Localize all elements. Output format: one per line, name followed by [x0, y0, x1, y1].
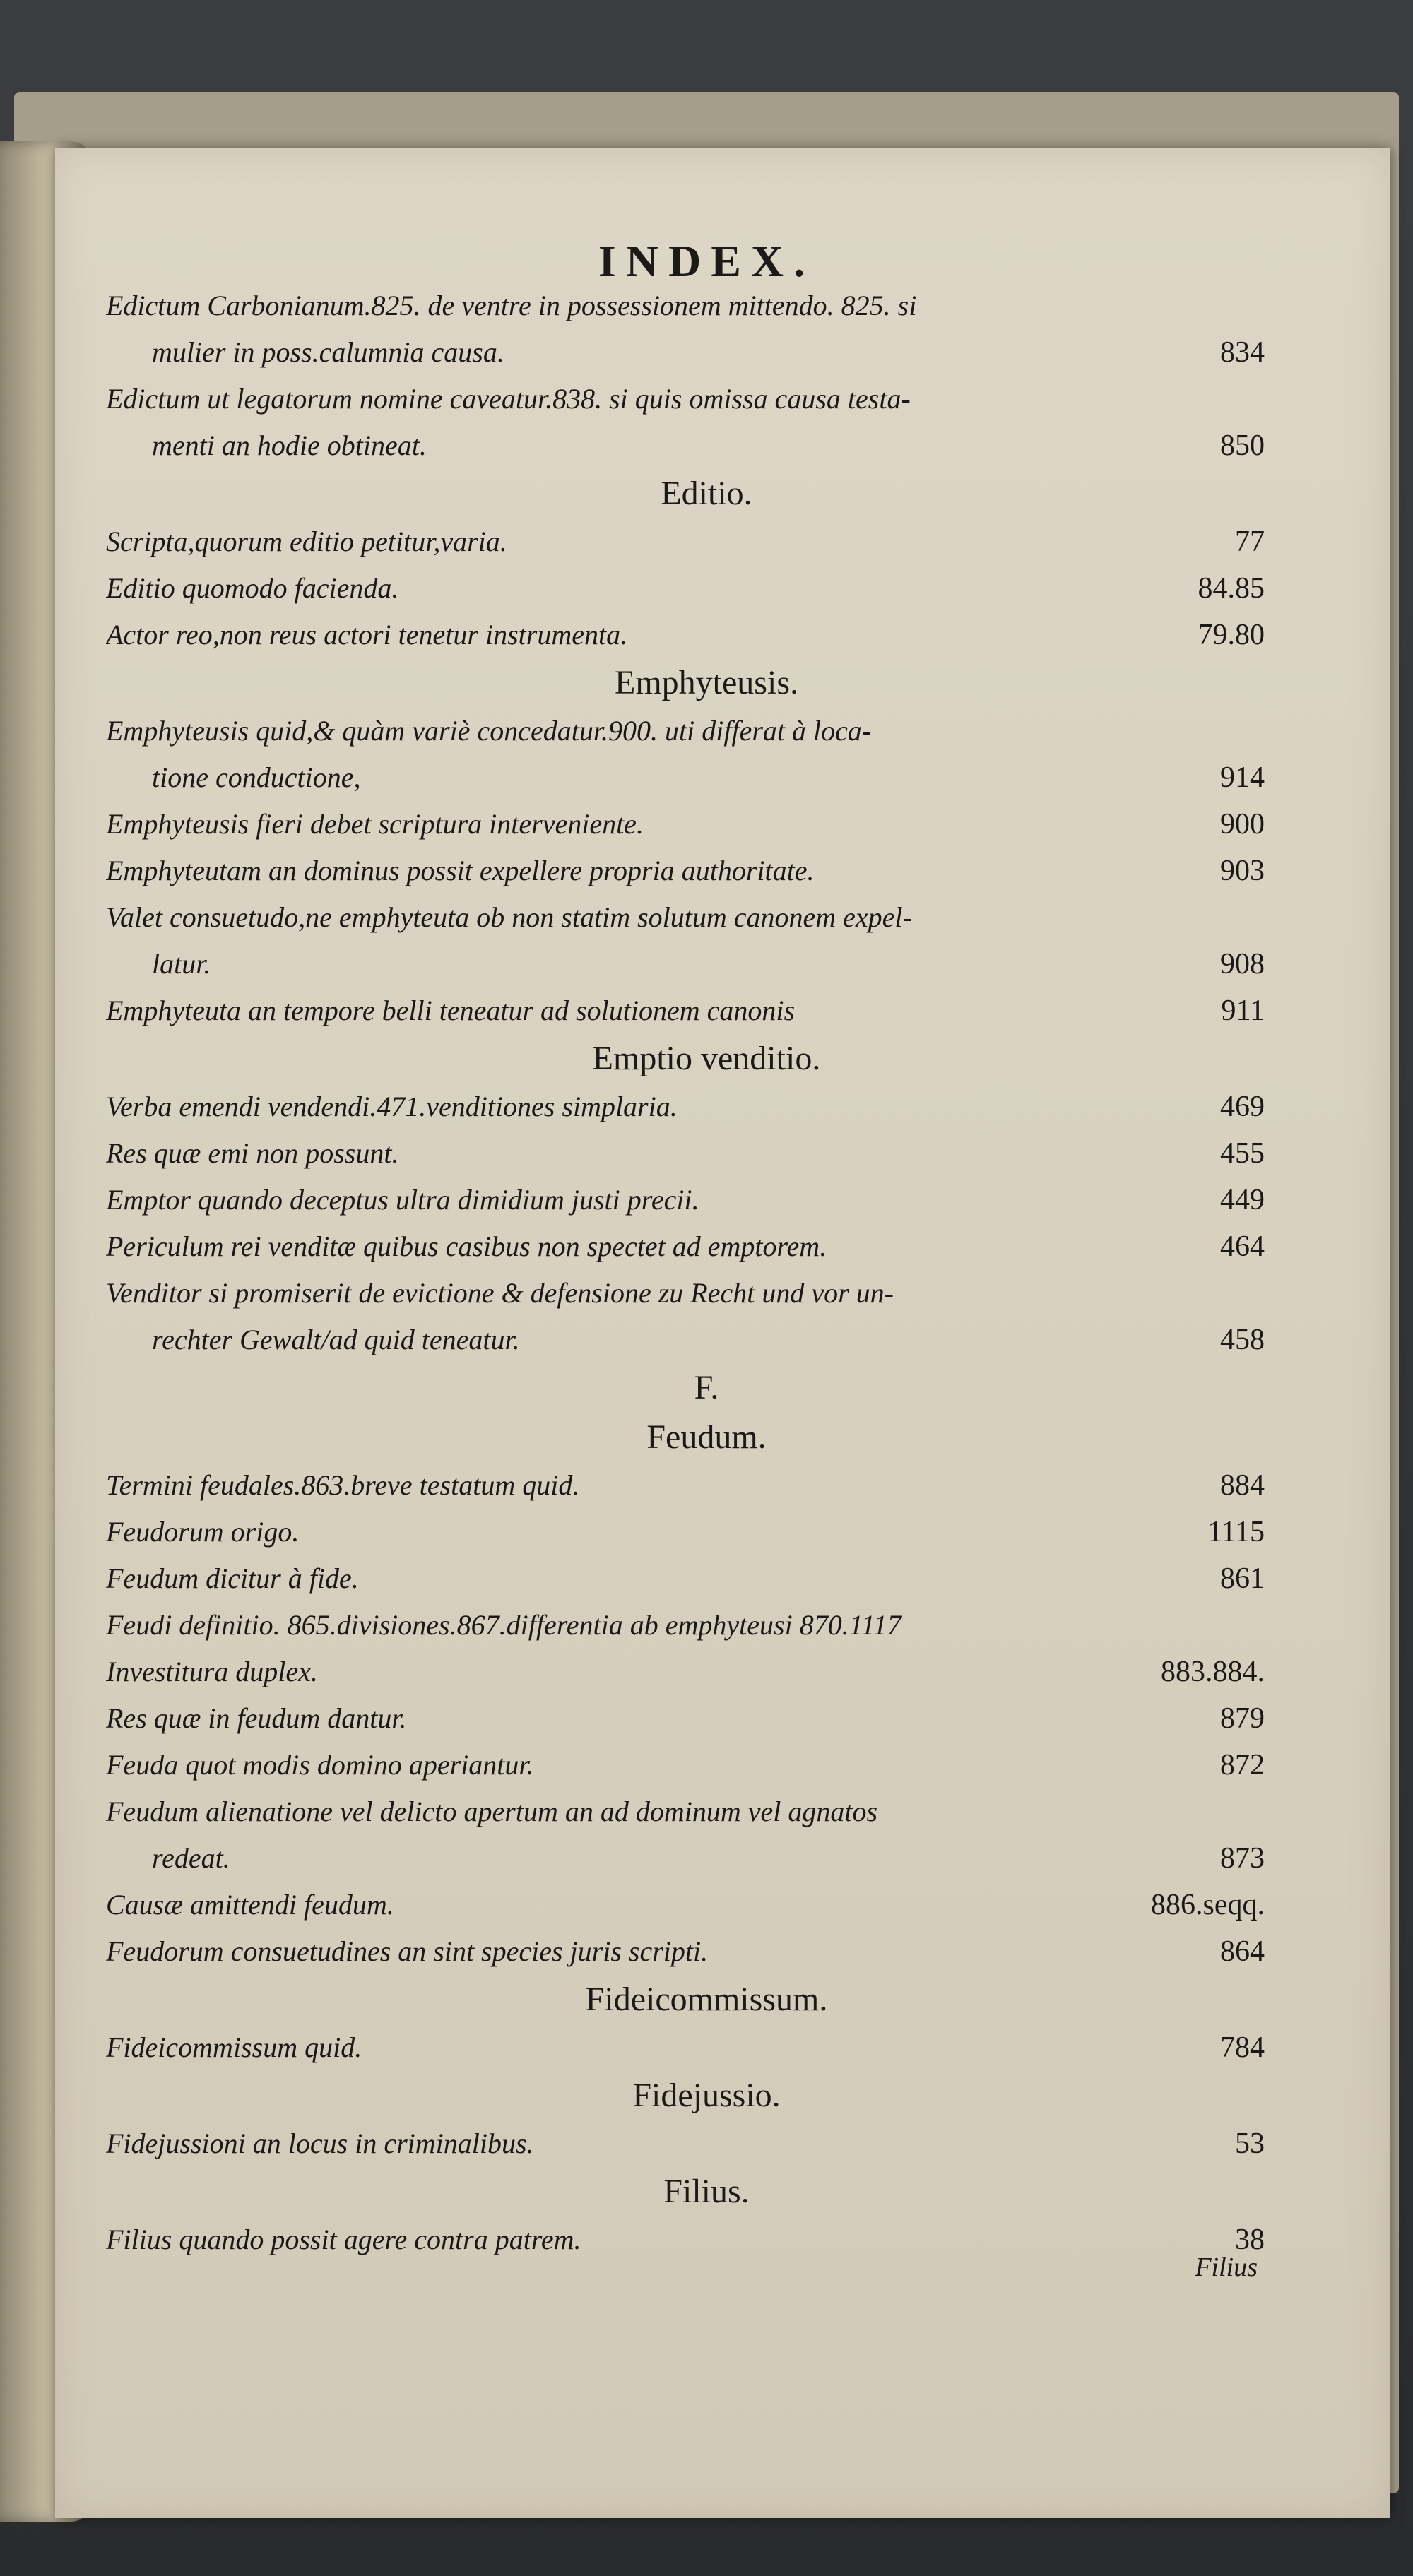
entry-text: redeat. [152, 1842, 230, 1874]
entry-page-number: 469 [1220, 1091, 1265, 1123]
index-entry [106, 376, 1265, 422]
entry-text: Edictum ut legatorum nomine caveatur.838. si quis omissa causa testa- [106, 383, 911, 415]
index-entry [106, 1270, 1265, 1317]
entry-page-number: 861 [1220, 1562, 1265, 1595]
index-entry [106, 1462, 1265, 1509]
entry-text: tione conductione, [152, 761, 361, 793]
index-entry [106, 612, 1265, 658]
entry-text: latur. [152, 948, 211, 980]
index-entry [106, 1788, 1265, 1835]
section-heading: Fideicommissum. [585, 1981, 828, 2018]
entry-text: Editio quomodo facienda. [106, 572, 399, 604]
entry-page-number: 879 [1220, 1702, 1265, 1735]
entry-text: menti an hodie obtineat. [152, 429, 427, 461]
index-entry [106, 1882, 1265, 1928]
entry-page-number: 872 [1220, 1749, 1265, 1781]
entry-page-number: 464 [1220, 1230, 1265, 1263]
entry-text: rechter Gewalt/ad quid teneatur. [152, 1324, 520, 1355]
entry-page-number: 911 [1221, 995, 1265, 1027]
entry-page-number: 908 [1220, 948, 1265, 980]
entry-page-number: 886.seqq. [1151, 1889, 1265, 1921]
entry-page-number: 884 [1220, 1469, 1265, 1502]
entry-text: Causæ amittendi feudum. [106, 1889, 394, 1921]
index-entry [152, 941, 1265, 987]
index-entry [106, 801, 1265, 848]
entry-page-number: 53 [1235, 2127, 1265, 2160]
page-title: INDEX. [598, 235, 815, 286]
entry-text: Periculum rei venditæ quibus casibus non spectet ad emptorem. [106, 1230, 827, 1262]
index-entry [152, 422, 1265, 469]
entry-page-number: 458 [1220, 1324, 1265, 1356]
index-entry [106, 1223, 1265, 1270]
entry-page-number: 883.884. [1161, 1656, 1265, 1688]
entry-text: Emptor quando deceptus ultra dimidium justi precii. [106, 1184, 699, 1216]
index-entry [106, 1602, 1265, 1649]
entry-text: Feudum dicitur à fide. [106, 1562, 359, 1594]
entry-text: mulier in poss.calumnia causa. [152, 336, 504, 368]
section-heading: Emptio venditio. [592, 1040, 821, 1077]
index-entry [106, 1695, 1265, 1742]
entry-text: Feudorum origo. [106, 1516, 300, 1548]
index-entry [106, 2120, 1265, 2167]
section-heading: F. [694, 1369, 719, 1406]
entry-text: Emphyteuta an tempore belli teneatur ad solutionem canonis [106, 995, 796, 1026]
entry-text: Investitura duplex. [106, 1656, 318, 1687]
entry-page-number: 864 [1220, 1935, 1265, 1968]
index-entry [106, 894, 1265, 941]
index-entry [152, 754, 1265, 801]
index-entry [106, 1649, 1265, 1695]
entry-text: Emphyteutam an dominus possit expellere propria authoritate. [106, 855, 815, 886]
entry-text: Valet consuetudo,ne emphyteuta ob non statim solutum canonem expel- [106, 901, 912, 933]
entry-page-number: 903 [1220, 855, 1265, 887]
index-entry [106, 2024, 1265, 2071]
entry-page-number: 77 [1235, 526, 1265, 558]
index-entry [106, 987, 1265, 1034]
entry-text: Emphyteusis quid,& quàm variè concedatur.900. uti differat à loca- [106, 715, 872, 747]
index-entry [106, 1084, 1265, 1130]
entry-page-number: 784 [1220, 2031, 1265, 2064]
entry-text: Scripta,quorum editio petitur,varia. [106, 526, 507, 557]
index-entry [106, 848, 1265, 894]
entry-page-number: 84.85 [1198, 572, 1265, 605]
section-heading: Filius. [663, 2173, 750, 2210]
entry-page-number: 79.80 [1198, 619, 1265, 651]
entry-text: Emphyteusis fieri debet scriptura interveniente. [106, 808, 644, 840]
index-entry [106, 1177, 1265, 1223]
entry-text: Feuda quot modis domino aperiantur. [106, 1749, 534, 1781]
index-entry [106, 1555, 1265, 1602]
entry-text: Fidejussioni an locus in criminalibus. [106, 2127, 534, 2159]
entry-text: Edictum Carbonianum.825. de ventre in possessionem mittendo. 825. si [106, 290, 917, 321]
index-entry [106, 1130, 1265, 1177]
entry-text: Res quæ in feudum dantur. [106, 1702, 407, 1734]
entry-text: Actor reo,non reus actori tenetur instrumenta. [106, 619, 628, 651]
entry-page-number: 900 [1220, 808, 1265, 841]
index-entry [152, 1835, 1265, 1882]
entry-page-number: 455 [1220, 1137, 1265, 1170]
index-entry [106, 518, 1265, 565]
entry-text: Venditor si promiserit de evictione & defensione zu Recht und vor un- [106, 1277, 894, 1309]
entry-page-number: 873 [1220, 1842, 1265, 1875]
index-entry [106, 283, 1265, 329]
entry-text: Res quæ emi non possunt. [106, 1137, 399, 1169]
entry-text: Filius quando possit agere contra patrem. [106, 2224, 581, 2255]
entry-text: Fideicommissum quid. [106, 2031, 362, 2063]
entry-text: Feudorum consuetudines an sint species juris scripti. [106, 1935, 709, 1967]
index-entry [106, 708, 1265, 754]
section-heading: Editio. [661, 475, 752, 512]
entry-text: Termini feudales.863.breve testatum quid. [106, 1469, 580, 1501]
entry-text: Verba emendi vendendi.471.venditiones simplaria. [106, 1091, 678, 1122]
index-entry [106, 1928, 1265, 1975]
index-entry [152, 329, 1265, 376]
entry-text: Feudum alienatione vel delicto apertum an ad dominum vel agnatos [106, 1796, 878, 1827]
entry-page-number: 834 [1220, 336, 1265, 369]
entry-page-number: 850 [1220, 429, 1265, 462]
catchword: Filius [1195, 2252, 1258, 2282]
entry-page-number: 914 [1220, 761, 1265, 794]
section-heading: Fidejussio. [632, 2077, 781, 2114]
index-entry [106, 1742, 1265, 1788]
entry-page-number: 449 [1220, 1184, 1265, 1216]
entry-page-number: 1115 [1207, 1516, 1265, 1548]
entry-text: Feudi definitio. 865.divisiones.867.differentia ab emphyteusi 870.1117 [106, 1609, 901, 1641]
section-heading: Emphyteusis. [615, 664, 798, 701]
index-entry [152, 1317, 1265, 1363]
index-entry [106, 565, 1265, 612]
index-entry [106, 2216, 1265, 2263]
entry-page-number: 38 [1235, 2224, 1265, 2256]
section-heading: Feudum. [646, 1418, 767, 1456]
index-entry [106, 1509, 1265, 1555]
